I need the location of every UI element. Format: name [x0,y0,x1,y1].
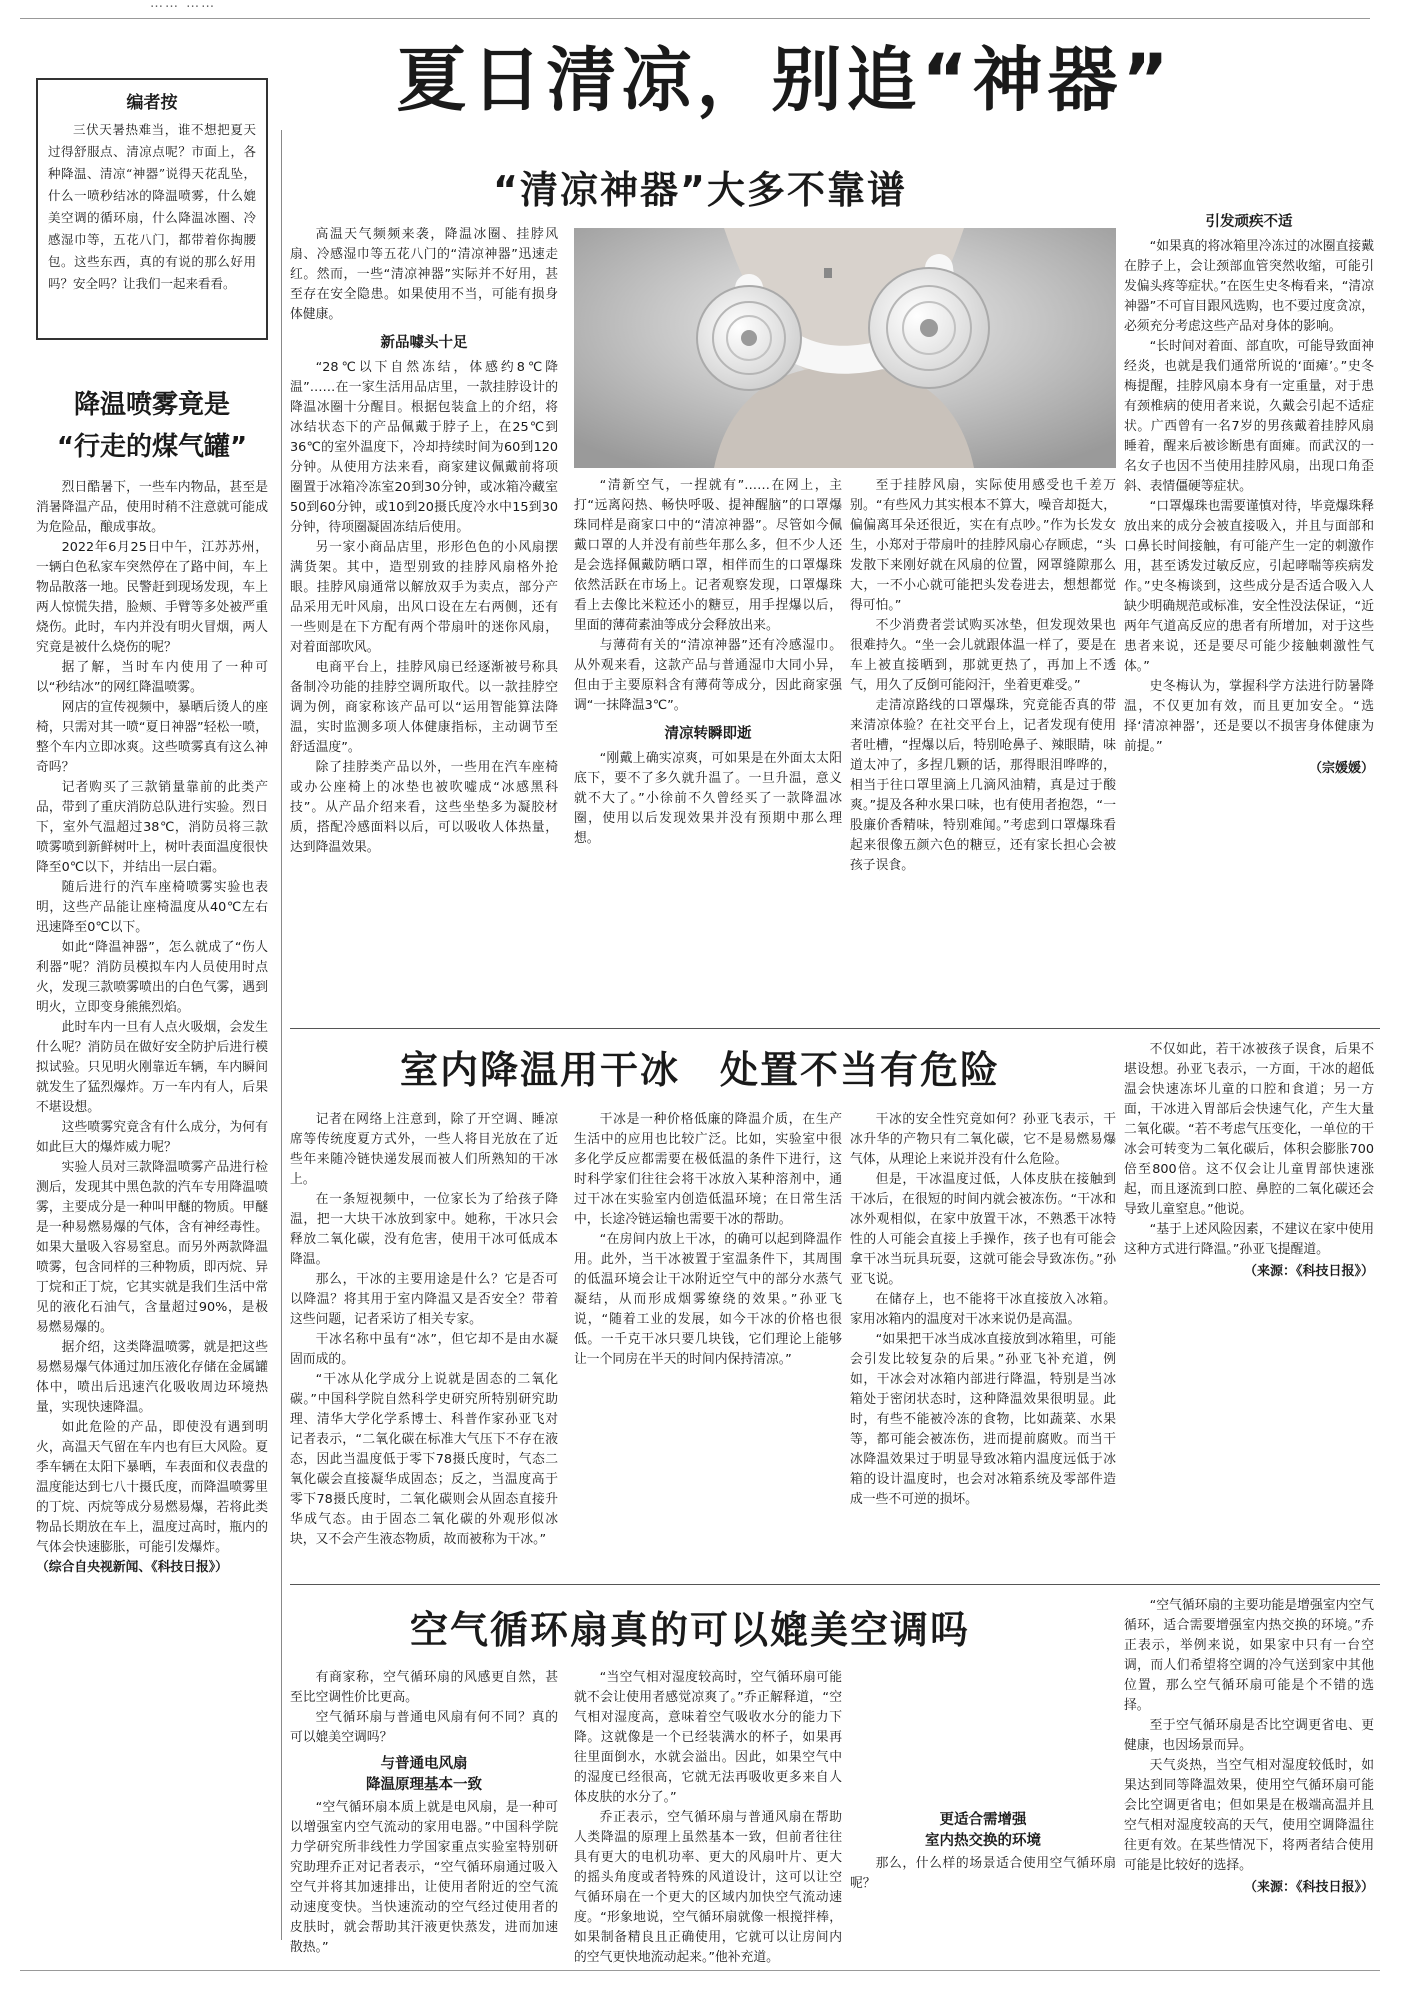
main-title: 夏日清凉，别追“神器” [396,39,1174,121]
paragraph: 空气循环扇与普通电风扇有何不同？真的可以媲美空调吗？ [290,1710,558,1745]
fan-col-2 [574,1668,842,1965]
author-credit: （宗媛媛） [1308,761,1374,776]
paragraph: 烈日酷暑下，一些车内物品，甚至是消暑降温产品，使用时稍不注意就可能成为危险品，酿成事故。 [36,480,268,535]
fan-article-title: 空气循环扇真的可以媲美空调吗 [409,1608,970,1652]
gadgets-col-1 [290,225,558,1025]
gadgets-col-4 [1124,150,1374,1040]
source-note: （来源：《科技日报》） [1243,1880,1374,1895]
source-note: （来源：《科技日报》） [1243,1264,1374,1279]
neck-fan-photo [574,228,1116,468]
paragraph: 记者购买了三款销量靠前的此类产品，带到了重庆消防总队进行实验。烈日下，室外气温超过38℃，消防员将三款喷雾喷到新鲜树叶上，树叶表面温度很快降至0℃以下，并结出一层白霜。 [36,780,268,875]
dryice-col-3 [850,1110,1116,1590]
section-heading: 更适合需增强 [939,1811,1027,1828]
gadgets-col-2 [574,476,842,1026]
paragraph: 在储存上，也不能将干冰直接放入冰箱。家用冰箱内的温度对干冰来说仍是高温。 [850,1292,1116,1327]
section-heading: 室内热交换的环境 [925,1832,1041,1849]
paragraph: 走清凉路线的口罩爆珠，究竟能否真的带来清凉体验？在社交平台上，记者发现有使用者吐槽，“捏爆以后，特别呛鼻子、辣眼睛，味道太冲了，多捏几颗的话，那得眼泪哗哗的，相当于往口罩里滴上几滴风油精，真是过于酸爽。”提及各种水果口味，也有使用者抱怨，“一股廉价香精味，特别难闻。”考虑到口罩爆珠看起来很像五颜六色的糖豆，还有家长担心会被孩子误食。 [850,698,1116,873]
gadgets-col-3 [850,476,1116,1026]
paragraph: “空气循环扇的主要功能是增强室内空气循环，适合需要增强室内热交换的环境。”乔正表示，举例来说，如果家中只有一台空调，而人们希望将空调的冷气送到家中其他位置，那么空气循环扇可能是个不错的选择。 [1124,1598,1374,1713]
dryice-col-4 [1124,1040,1374,1590]
dryice-article-title: 室内降温用干冰 处置不当有危险 [399,1048,1000,1092]
section-heading: 新品噱头十足 [380,334,468,351]
gadgets-article-title: “清凉神器”大多不靠谱 [493,168,907,212]
editor-note-heading: 编者按 [126,93,178,113]
page-header [0,0,1409,18]
paragraph: 不仅如此，若干冰被孩子误食，后果不堪设想。孙亚飞表示，一方面，干冰的超低温会快速冻坏儿童的口腔和食道；另一方面，干冰进入胃部后会快速气化，产生大量二氧化碳。“若不考虑气压变化，一单位的干冰会可转变为二氧化碳后，体积会膨胀700倍至800倍。这不仅会让儿童胃部快速涨起，而且逐流到口腔、鼻腔的二氧化碳还会导致儿童窒息。”他说。 [1124,1042,1374,1217]
footer-rule [20,1970,1380,1971]
paragraph: 但是，干冰温度过低，人体皮肤在接触到干冰后，在很短的时间内就会被冻伤。“干冰和冰外观相似，在家中放置干冰，不熟悉干冰特性的人可能会直接上手操作，孩子也有可能会拿干冰当玩具玩耍，这就可能会导致冻伤。”孙亚飞说。 [850,1172,1116,1287]
paragraph: 随后进行的汽车座椅喷雾实验也表明，这些产品能让座椅温度从40℃左右迅速降至0℃以下。 [36,880,268,935]
masthead: …… …… [150,0,217,11]
paragraph: 另一家小商品店里，形形色色的小风扇摆满货架。其中，造型别致的挂脖风扇格外抢眼。挂脖风扇通常以解放双手为卖点，部分产品采用无叶风扇，出风口设在左右两侧，还有一些则是在下方配有两个带扇叶的迷你风扇，对着面部吹风。 [290,540,558,655]
paragraph: 至于空气循环扇是否比空调更省电、更健康，也因场景而异。 [1124,1718,1374,1753]
source-note: （综合自央视新闻、《科技日报》） [36,1560,228,1575]
editor-note-body: 三伏天暑热难当，谁不想把夏天过得舒服点、清凉点呢？市面上，各种降温、清凉“神器”说得天花乱坠，什么一喷秒结冰的降温喷雾，什么媲美空调的循环扇，什么降温冰圈、冷感湿巾等，五花八门，都带着你掏腰包。这些东西，真的有说的那么好用吗？安全吗？让我们一起来看看。 [48,122,256,291]
paragraph: 这些喷雾究竟含有什么成分，为何有如此巨大的爆炸威力呢？ [36,1120,268,1155]
paragraph: “如果真的将冰箱里冷冻过的冰圈直接戴在脖子上，会让颈部血管突然收缩，可能引发偏头疼等症状。”在医生史冬梅看来，“清凉神器”不可盲目跟风选购，也不要过度贪凉，必须充分考虑这些产品对身体的影响。 [1124,239,1374,334]
dryice-col-2 [574,1110,842,1590]
paragraph: “基于上述风险因素，不建议在家中使用这种方式进行降温。”孙亚飞提醒道。 [1124,1222,1374,1257]
section-divider [290,1584,1380,1585]
paragraph: 网店的宣传视频中，暴晒后烫人的座椅，只需对其一喷“夏日神器”轻松一喷，整个车内立即冰爽。这些喷雾真有这么神奇吗？ [36,700,268,775]
paragraph: 电商平台上，挂脖风扇已经逐渐被号称具备制冷功能的挂脖空调所取代。以一款挂脖空调为例，商家称该产品可以“运用智能算法降温，实时监测多项人体健康指标，主动调节至舒适温度”。 [290,660,558,755]
header-rule [20,18,1370,19]
paragraph: 干冰的安全性究竟如何？孙亚飞表示，干冰升华的产物只有二氧化碳，它不是易燃易爆气体，从理论上来说并没有什么危险。 [850,1112,1116,1167]
paragraph: 据了解，当时车内使用了一种可以“秒结冰”的网红降温喷雾。 [36,660,268,695]
paragraph: “空气循环扇本质上就是电风扇，是一种可以增强室内空气流动的家用电器。”中国科学院力学研究所非线性力学国家重点实验室特别研究助理乔正对记者表示，“空气循环扇通过吸入空气并将其加速排出，让使用者附近的空气流动速度变快。当快速流动的空气经过使用者的皮肤时，就会帮助其汗液更快蒸发，进而加速散热。” [290,1800,558,1955]
fan-col-3 [850,1668,1116,1948]
paragraph: 除了挂脖类产品以外，一些用在汽车座椅或办公座椅上的冰垫也被吹嘘成“冰感黑科技”。从产品介绍来看，这些坐垫多为凝胶材质，搭配冷感面料以后，可以吸收人体热量，达到降温效果。 [290,760,558,855]
paragraph: “如果把干冰当成冰直接放到冰箱里，可能会引发比较复杂的后果。”孙亚飞补充道，例如，干冰会对冰箱内部进行降温，特别是当冰箱处于密闭状态时，这种降温效果很明显。此时，有些不能被冷冻的食物，比如蔬菜、水果等，都可能会被冻伤，进而提前腐败。而当干冰降温效果过于明显导致冰箱内温度远低于冰箱的设计温度时，也会对冰箱系统及零部件造成一些不可逆的损坏。 [850,1332,1116,1507]
dryice-col-1 [290,1110,558,1590]
fan-col-1 [290,1668,558,1955]
paragraph: “清新空气，一捏就有”……在网上，主打“远离闷热、畅快呼吸、提神醒脑”的口罩爆珠同样是商家口中的“清凉神器”。尽管如今佩戴口罩的人并没有前些年那么多，但不少人还是会选择佩戴防晒口罩，相伴而生的口罩爆珠依然活跃在市场上。记者观察发现，口罩爆珠看上去像比米粒还小的糖豆，用手捏爆以后，里面的薄荷素油等成分会释放出来。 [574,478,842,633]
paragraph: “长时间对着面、部直吹，可能导致面神经炎，也就是我们通常所说的‘面瘫’。”史冬梅提醒，挂脖风扇本身有一定重量，对于患有颈椎病的使用者来说，久戴会引起不适症状。广西曾有一名7岁的男孩戴着挂脖风扇睡着，醒来后被诊断患有面瘫。而武汉的一名女子也因不当使用挂脖风扇，出现口角歪斜、表情僵硬等症状。 [1124,339,1374,494]
paragraph: 那么，干冰的主要用途是什么？它是否可以降温？将其用于室内降温又是否安全？带着这些问题，记者采访了相关专家。 [290,1272,558,1327]
paragraph: 此时车内一旦有人点火吸烟，会发生什么呢？消防员在做好安全防护后进行模拟试验。只见明火刚靠近车辆，车内瞬间就发生了猛烈爆炸。万一车内有人，后果不堪设想。 [36,1020,268,1115]
column-divider [281,130,282,1940]
paragraph: “当空气相对湿度较高时，空气循环扇可能就不会让使用者感觉凉爽了。”乔正解释道，“空气相对湿度高，意味着空气吸收水分的能力下降。这就像是一个已经装满水的杯子，如果再往里面倒水，水就会溢出。因此，如果空气中的湿度已经很高，它就无法再吸收更多来自人体皮肤的水分了。” [574,1670,842,1805]
paragraph: “在房间内放上干冰，的确可以起到降温作用。此外，当干冰被置于室温条件下，其周围的低温环境会让干冰附近空气中的部分水蒸气凝结，从而形成烟雾缭绕的效果。”孙亚飞说，“随着工业的发展，如今干冰的价格也很低。一千克干冰只要几块钱，它们理论上能够让一个同房在半天的时间内保持清凉。” [574,1232,842,1367]
editor-note [36,78,268,340]
paragraph: 那么，什么样的场景适合使用空气循环扇呢？ [850,1856,1116,1891]
paragraph: 至于挂脖风扇，实际使用感受也千差万别。“有些风力其实根本不算大，噪音却挺大，偏偏离耳朵还很近，实在有点吵。”作为长发女生，小郑对于带扇叶的挂脖风扇心存顾虑，“头发散下来刚好就在风扇的位置，网罩缝隙那么大，一不小心就可能把头发卷进去，想想都觉得可怕。” [850,478,1116,613]
paragraph: 乔正表示，空气循环扇与普通风扇在帮助人类降温的原理上虽然基本一致，但前者往往具有更大的电机功率、更大的风扇叶片、更大的摇头角度或者特殊的风道设计，这可以让空气循环扇在一个更大的区域内加快空气流动速度。“形象地说，空气循环扇就像一根搅拌棒，如果制备精良且正确使用，它就可以让房间内的空气更快地流动起来。”他补充道。 [574,1810,842,1965]
fan-col-4 [1124,1596,1374,1948]
paragraph: “口罩爆珠也需要谨慎对待，毕竟爆珠释放出来的成分会被直接吸入，并且与面部和口鼻长时间接触，有可能产生一定的刺激作用，甚至诱发过敏反应，引起哮喘等疾病发作。”史冬梅谈到，这些成分是否适合吸入人缺少明确规范或标准，安全性没法保证，“近两年气道高反应的患者有所增加，对于这些患者来说，还是要尽可能少接触刺激性气体。” [1124,499,1374,674]
neck-fan-illustration [574,228,1116,468]
paragraph: 实验人员对三款降温喷雾产品进行检测后，发现其中黑色款的汽车专用降温喷雾，主要成分是一种叫甲醚的物质。甲醚是一种易燃易爆的气体，含有神经毒性。如果大量吸入容易窒息。而另外两款降温喷雾，包含同样的三种物质，即丙烷、异丁烷和正丁烷，它其实就是我们生活中常见的液化石油气，含量超过90%，是极易燃易爆的。 [36,1160,268,1335]
section-heading: 清凉转瞬即逝 [664,725,752,742]
paragraph: 如此“降温神器”，怎么就成了“伤人利器”呢？消防员模拟车内人员使用时点火，发现三款喷雾喷出的白色气雾，遇到明火，立即变身熊熊烈焰。 [36,940,268,1015]
paragraph: 史冬梅认为，掌握科学方法进行防暑降温，不仅更加有效，而且更加安全。“选择‘清凉神器’，还是要以不损害身体健康为前提。” [1124,679,1374,754]
paragraph: 在一条短视频中，一位家长为了给孩子降温，把一大块干冰放到家中。她称，干冰只会释放二氧化碳，没有危害，使用干冰可低成本降温。 [290,1192,558,1267]
paragraph: “28℃以下自然冻结，体感约8℃降温”……在一家生活用品店里，一款挂脖设计的降温冰圈十分醒目。根据包装盒上的介绍，将冰结状态下的产品佩戴于脖子上，在25℃到36℃的室外温度下，冷却持续时间为60到120分钟。从使用方法来看，商家建议佩戴前将项圈置于冰箱冷冻室20到30分钟，或冰箱冷藏室50到60分钟，或10到20摄氏度冷水中15到30分钟，待项圈凝固冻结后使用。 [290,360,558,535]
paragraph: 不少消费者尝试购买冰垫，但发现效果也很难持久。“坐一会儿就跟体温一样了，要是在车上被直接晒到，那就更热了，再加上不透气，用久了反倒可能闷汗，坐着更难受。” [850,618,1116,693]
spray-article-title: 降温喷雾竟是 “行走的煤气罐” [56,390,248,462]
paragraph: “干冰从化学成分上说就是固态的二氧化碳。”中国科学院自然科学史研究所特别研究助理、清华大学化学系博士、科普作家孙亚飞对记者表示，“二氧化碳在标准大气压下不存在液态，因此当温度低于零下78摄氏度时，气态二氧化碳会直接凝华成固态；反之，当温度高于零下78摄氏度时，二氧化碳则会从固态直接升华成气态。由于固态二氧化碳的外观形似冰块，又不会产生液态物质，故而被称为干冰。” [290,1372,558,1547]
section-heading: 与普通电风扇 [380,1755,468,1772]
section-heading: 降温原理基本一致 [366,1776,482,1793]
section-heading: 引发顽疾不适 [1205,213,1293,230]
paragraph: 有商家称，空气循环扇的风感更自然，甚至比空调性价比更高。 [290,1670,558,1705]
paragraph: 与薄荷有关的“清凉神器”还有冷感湿巾。从外观来看，这款产品与普通湿巾大同小异，但由于主要原料含有薄荷等成分，因此商家强调“一抹降温3℃”。 [574,638,842,713]
paragraph: 如此危险的产品，即使没有遇到明火，高温天气留在车内也有巨大风险。夏季车辆在太阳下暴晒，车表面和仪表盘的温度能达到七八十摄氏度，而降温喷雾里的丁烷、丙烷等成分易燃易爆，若将此类物品长期放在车上，温度过高时，瓶内的气体会快速膨胀，可能引发爆炸。 [36,1420,268,1555]
spray-article-body [36,478,268,1928]
paragraph: 记者在网络上注意到，除了开空调、睡凉席等传统度夏方式外，一些人将目光放在了近些年来随冷链快递发展而被人们所熟知的干冰上。 [290,1112,558,1187]
paragraph: 干冰是一种价格低廉的降温介质，在生产生活中的应用也比较广泛。比如，实验室中很多化学反应都需要在极低温的条件下进行，这时科学家们往往会将干冰放入某种溶剂中，通过干冰在实验室内创造低温环境；在日常生活中，长途冷链运输也需要干冰的帮助。 [574,1112,842,1227]
paragraph: “刚戴上确实凉爽，可如果是在外面太太阳底下，要不了多久就升温了。一旦升温，意义就不大了。”小徐前不久曾经买了一款降温冰圈，使用以后发现效果并没有预期中那么理想。 [574,751,842,846]
paragraph: 高温天气频频来袭，降温冰圈、挂脖风扇、冷感湿巾等五花八门的“清凉神器”迅速走红。然而，一些“清凉神器”实际并不好用，甚至存在安全隐患。如果使用不当，可能有损身体健康。 [290,227,558,322]
paragraph: 干冰名称中虽有“冰”，但它却不是由水凝固而成的。 [290,1332,558,1367]
paragraph: 天气炎热，当空气相对湿度较低时，如果达到同等降温效果，使用空气循环扇可能会比空调更省电；但如果是在极端高温并且空气相对湿度较高的天气，使用空调降温往往更有效。在某些情况下，将两者结合使用可能是比较好的选择。 [1124,1758,1374,1873]
paragraph: 2022年6月25日中午，江苏苏州，一辆白色私家车突然停在了路中间，车上物品散落一地。民警赶到现场发现，车上两人惊慌失措，脸颊、手臂等多处被严重烧伤。此时，车内并没有明火冒烟，两人究竟是被什么烧伤的呢？ [36,540,268,655]
paragraph: 据介绍，这类降温喷雾，就是把这些易燃易爆气体通过加压液化存储在金属罐体中，喷出后迅速汽化吸收周边环境热量，实现快速降温。 [36,1340,268,1415]
section-divider [290,1028,1380,1029]
